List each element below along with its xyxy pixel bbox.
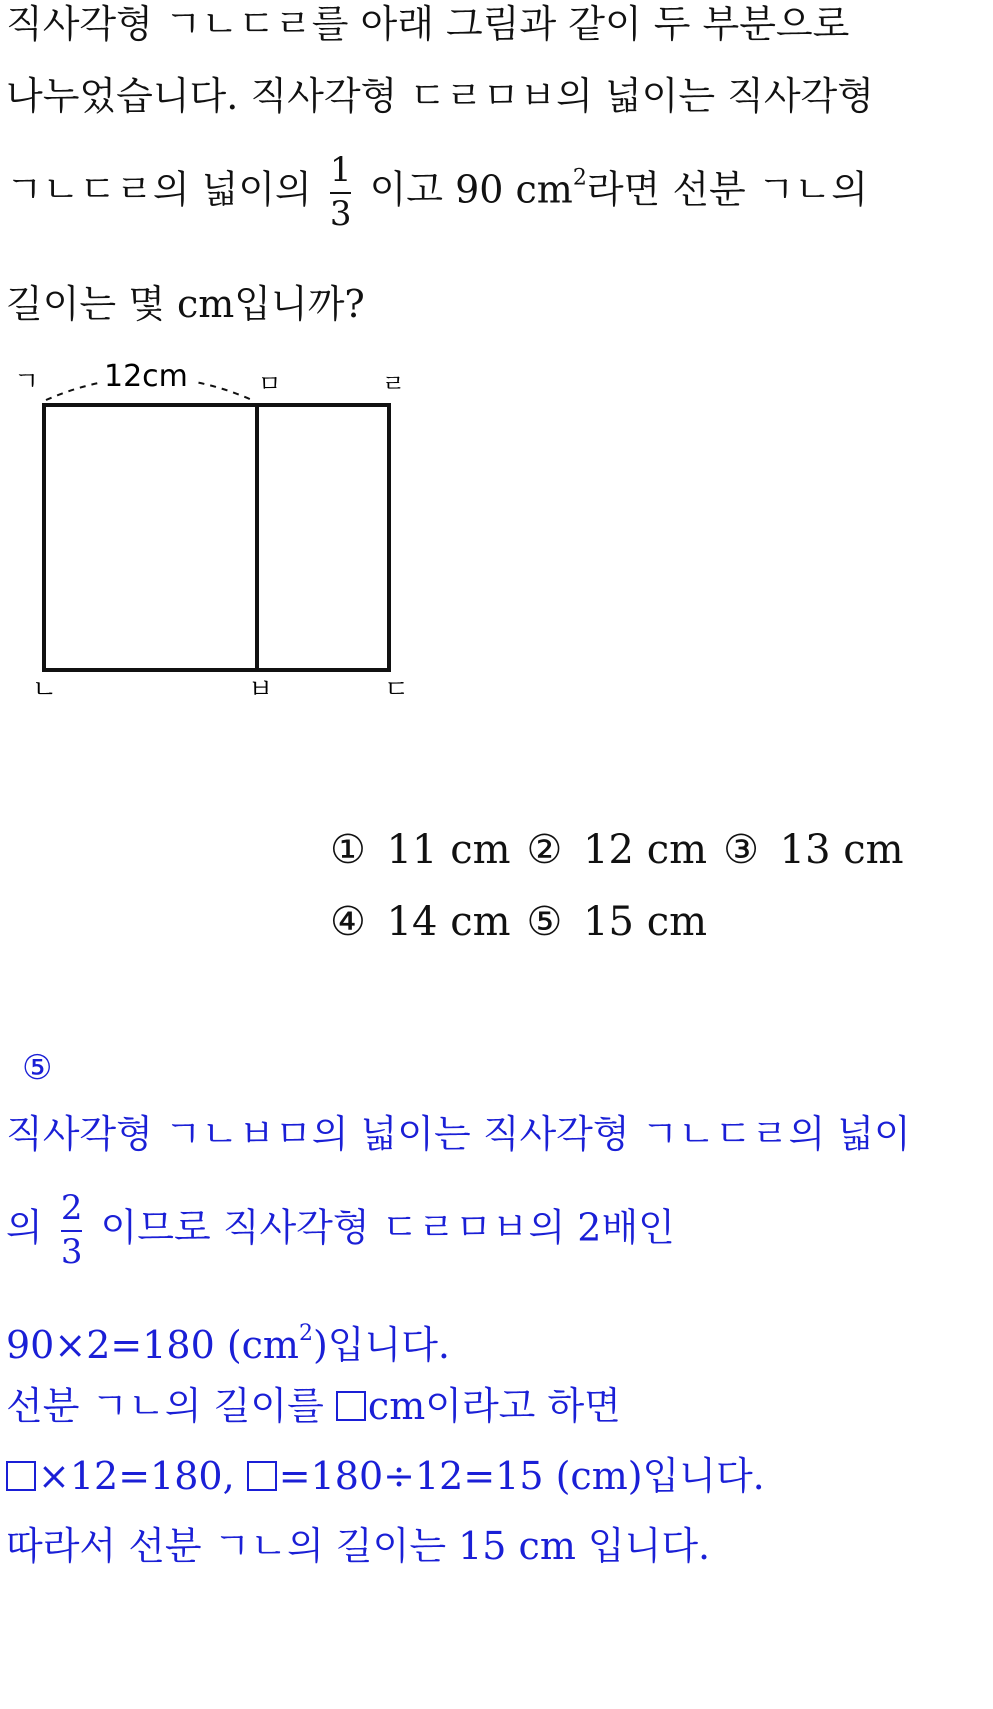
question-line-2: 나누었습니다. 직사각형 ㄷㄹㅁㅂ의 넓이는 직사각형 [6, 74, 874, 118]
choice-2-text: 12 cm [583, 827, 708, 873]
answer-mark: ⑤ [22, 1048, 53, 1088]
label-bottom-mid: ㅂ [248, 675, 274, 705]
fraction-two-thirds [61, 1188, 83, 1274]
choice-3-mark: ③ [723, 827, 759, 873]
question-line-1: 직사각형 ㄱㄴㄷㄹ를 아래 그림과 같이 두 부분으로 [6, 2, 850, 46]
choice-1[interactable] [330, 827, 519, 873]
choice-1-mark: ① [330, 827, 366, 873]
choice-3[interactable] [723, 827, 912, 873]
label-bottom-right: ㄷ [384, 675, 410, 705]
choice-5-mark: ⑤ [526, 899, 563, 945]
label-top-left: ㄱ [14, 367, 40, 397]
choice-4[interactable] [330, 899, 519, 945]
label-bottom-left: ㄴ [32, 675, 58, 705]
answer-line-2 [6, 1188, 675, 1274]
fraction-denominator: 3 [60, 1232, 83, 1272]
label-top-right: ㄹ [382, 370, 406, 398]
question-line-3-post: 라면 선분 ㄱㄴ의 [586, 167, 868, 212]
choice-4-mark: ④ [330, 899, 366, 945]
label-top-mid: ㅁ [258, 370, 282, 398]
answer-line-2-post: 이므로 직사각형 ㄷㄹㅁㅂ의 2배인 [100, 1205, 675, 1250]
answer-line-2-pre: 의 [6, 1205, 43, 1250]
answer-line-4 [6, 1384, 621, 1428]
superscript-2: 2 [572, 165, 587, 191]
answer-line-3 [6, 1312, 450, 1367]
question-line-3 [6, 150, 868, 236]
choice-2[interactable] [527, 827, 716, 873]
question-line-3-mid: 이고 90 cm [369, 167, 573, 212]
choice-2-mark: ② [526, 827, 563, 873]
fraction-denominator: 3 [329, 194, 352, 234]
answer-line-5 [6, 1454, 765, 1498]
answer-line-6: 따라서 선분 ㄱㄴ의 길이는 15 cm 입니다. [6, 1524, 711, 1568]
answer-line-4-pre: 선분 ㄱㄴ의 길이를 [6, 1384, 324, 1428]
answer-line-1: 직사각형 ㄱㄴㅂㅁ의 넓이는 직사각형 ㄱㄴㄷㄹ의 넓이 [6, 1112, 911, 1156]
answer-line-4-post: cm이라고 하면 [367, 1384, 621, 1428]
choice-5[interactable] [527, 899, 716, 945]
blank-box [6, 1461, 36, 1491]
blank-box [336, 1391, 366, 1421]
question-line-4: 길이는 몇 cm입니까? [6, 282, 365, 326]
fraction-numerator: 2 [60, 1188, 83, 1228]
fraction-one-third [330, 150, 352, 236]
outer-rectangle [44, 405, 389, 670]
answer-line-3-pre: 90×2=180 (cm [6, 1323, 299, 1367]
superscript-2: 2 [298, 1321, 313, 1346]
choice-1-text: 11 cm [386, 827, 511, 873]
answer-line-5-a: ×12=180, [38, 1454, 235, 1498]
question-line-3-pre: ㄱㄴㄷㄹ의 넓이의 [6, 167, 312, 212]
fraction-numerator: 1 [329, 150, 352, 190]
choice-5-text: 15 cm [583, 899, 708, 945]
rectangle-figure [0, 350, 460, 710]
choices-row-2 [330, 898, 723, 946]
choice-3-text: 13 cm [779, 827, 904, 873]
answer-line-3-post: )입니다. [312, 1323, 450, 1367]
answer-line-5-b: =180÷12=15 (cm)입니다. [278, 1454, 765, 1498]
dimension-label: 12cm [104, 359, 188, 394]
choice-4-text: 14 cm [386, 899, 511, 945]
blank-box [247, 1461, 277, 1491]
choices-row-1 [330, 826, 920, 874]
